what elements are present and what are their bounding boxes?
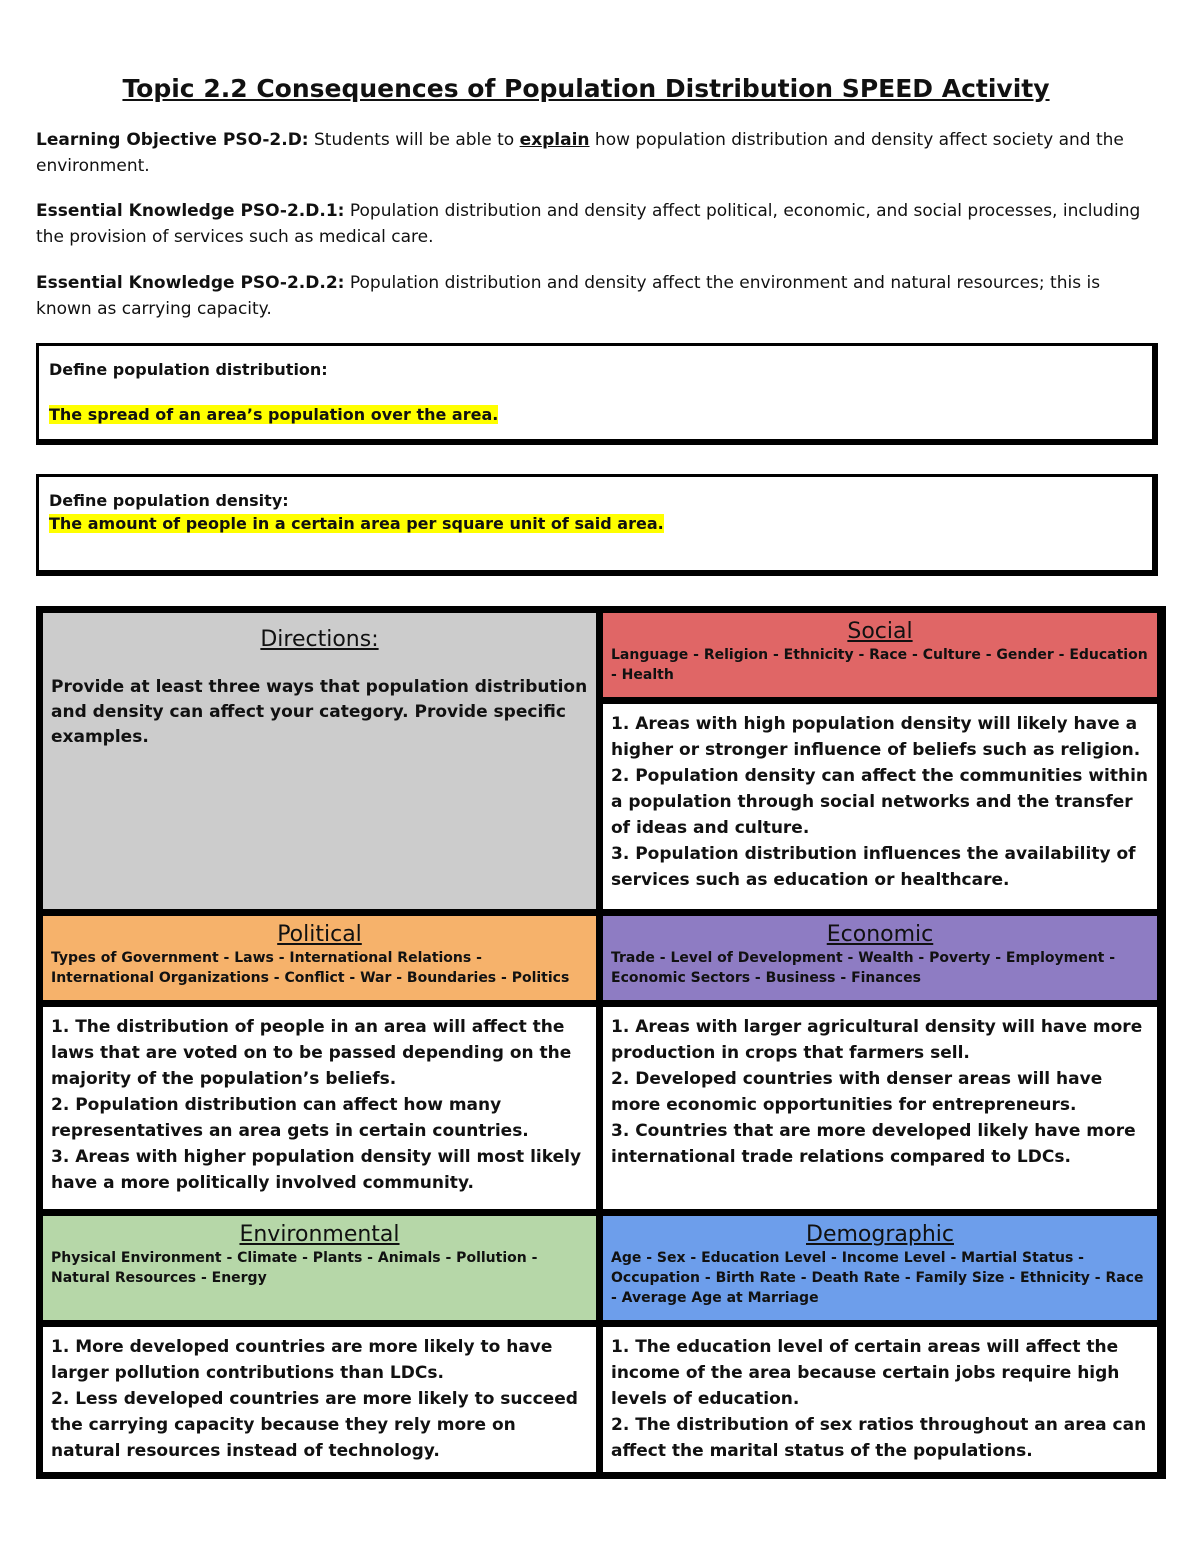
page-title: Topic 2.2 Consequences of Population Distribution SPEED Activity [122, 74, 1050, 103]
define-density-prompt: Define population density: [49, 491, 289, 510]
category-grid [36, 606, 1166, 1479]
objective-label: Learning Objective PSO-2.D: [36, 130, 309, 150]
ek2-text: Population distribution and density affect the environment and natural resources; this is known as carrying capacity. [36, 273, 1101, 319]
economic-item: 3. Countries that are more developed likely have more international trade relations compared to LDCs. [611, 1121, 1136, 1167]
ek1-text: Population distribution and density affect political, economic, and social processes, including the provision of services such as medical care. [36, 201, 1141, 247]
economic-header [603, 916, 1157, 1000]
political-item: 1. The distribution of people in an area will affect the laws that are voted on to be passed depending on the majority of the population’s beliefs. [51, 1017, 572, 1089]
environmental-item: 1. More developed countries are more likely to have larger pollution contributions than LDCs. [51, 1337, 553, 1383]
social-header [603, 613, 1157, 697]
environmental-subtopics: Physical Environment - Climate - Plants - Animals - Pollution - Natural Resources - Energy [51, 1250, 538, 1286]
demographic-item: 1. The education level of certain areas will affect the income of the area because certain jobs require high levels of education. [611, 1337, 1120, 1409]
political-subtopics: Types of Government - Laws - International Relations - International Organizations - Conflict - War - Boundaries - Politics [51, 950, 570, 986]
environmental-title: Environmental [239, 1222, 400, 1247]
define-density-answer: The amount of people in a certain area per square unit of said area. [49, 514, 664, 533]
define-distribution-prompt: Define population distribution: [49, 360, 328, 379]
demographic-header [603, 1216, 1157, 1320]
objective-post: how population distribution and density affect society and the environment. [36, 130, 1124, 176]
economic-item: 2. Developed countries with denser areas will have more economic opportunities for entrepreneurs. [611, 1069, 1103, 1115]
social-item: 1. Areas with high population density will likely have a higher or stronger influence of beliefs such as religion. [611, 714, 1141, 760]
political-body [43, 1007, 596, 1209]
environmental-item: 2. Less developed countries are more likely to succeed the carrying capacity because they rely more on natural resources instead of technology. [51, 1389, 578, 1461]
objective-keyword: explain [519, 130, 590, 150]
environmental-body [43, 1327, 596, 1472]
ek2-label: Essential Knowledge PSO-2.D.2: [36, 273, 345, 293]
essential-knowledge-1 [36, 198, 1146, 250]
social-item: 2. Population density can affect the communities within a population through social networks and the transfer of ideas and culture. [611, 766, 1149, 838]
objective-pre: Students will be able to [314, 130, 515, 150]
demographic-title: Demographic [806, 1222, 954, 1247]
demographic-item: 2. The distribution of sex ratios throughout an area can affect the marital status of the populations. [611, 1415, 1147, 1461]
environmental-header [43, 1216, 596, 1320]
directions-cell [43, 613, 596, 909]
directions-title: Directions: [260, 627, 379, 652]
directions-text: Provide at least three ways that population distribution and density can affect your category. Provide specific examples. [51, 677, 588, 747]
social-subtopics: Language - Religion - Ethnicity - Race - Culture - Gender - Education - Health [611, 647, 1148, 683]
political-item: 3. Areas with higher population density will most likely have a more politically involved community. [51, 1147, 582, 1193]
social-title: Social [847, 619, 913, 644]
ek1-label: Essential Knowledge PSO-2.D.1: [36, 201, 345, 221]
social-item: 3. Population distribution influences the availability of services such as education or healthcare. [611, 844, 1136, 890]
demographic-body [603, 1327, 1157, 1472]
political-item: 2. Population distribution can affect how many representatives an area gets in certain countries. [51, 1095, 529, 1141]
political-title: Political [277, 922, 362, 947]
define-distribution-box [36, 343, 1158, 445]
define-distribution-answer: The spread of an area’s population over the area. [49, 405, 499, 424]
social-body [603, 704, 1157, 909]
economic-title: Economic [826, 922, 934, 947]
economic-subtopics: Trade - Level of Development - Wealth - Poverty - Employment - Economic Sectors - Business - Finances [611, 950, 1116, 986]
essential-knowledge-2 [36, 270, 1146, 322]
economic-item: 1. Areas with larger agricultural density will have more production in crops that farmers sell. [611, 1017, 1143, 1063]
demographic-subtopics: Age - Sex - Education Level - Income Level - Martial Status - Occupation - Birth Rate - Death Rate - Family Size - Ethnicity - Race - Average Age at Marriage [611, 1250, 1144, 1306]
learning-objective [36, 127, 1146, 179]
political-header [43, 916, 596, 1000]
economic-body [603, 1007, 1157, 1209]
define-density-box [36, 474, 1158, 576]
